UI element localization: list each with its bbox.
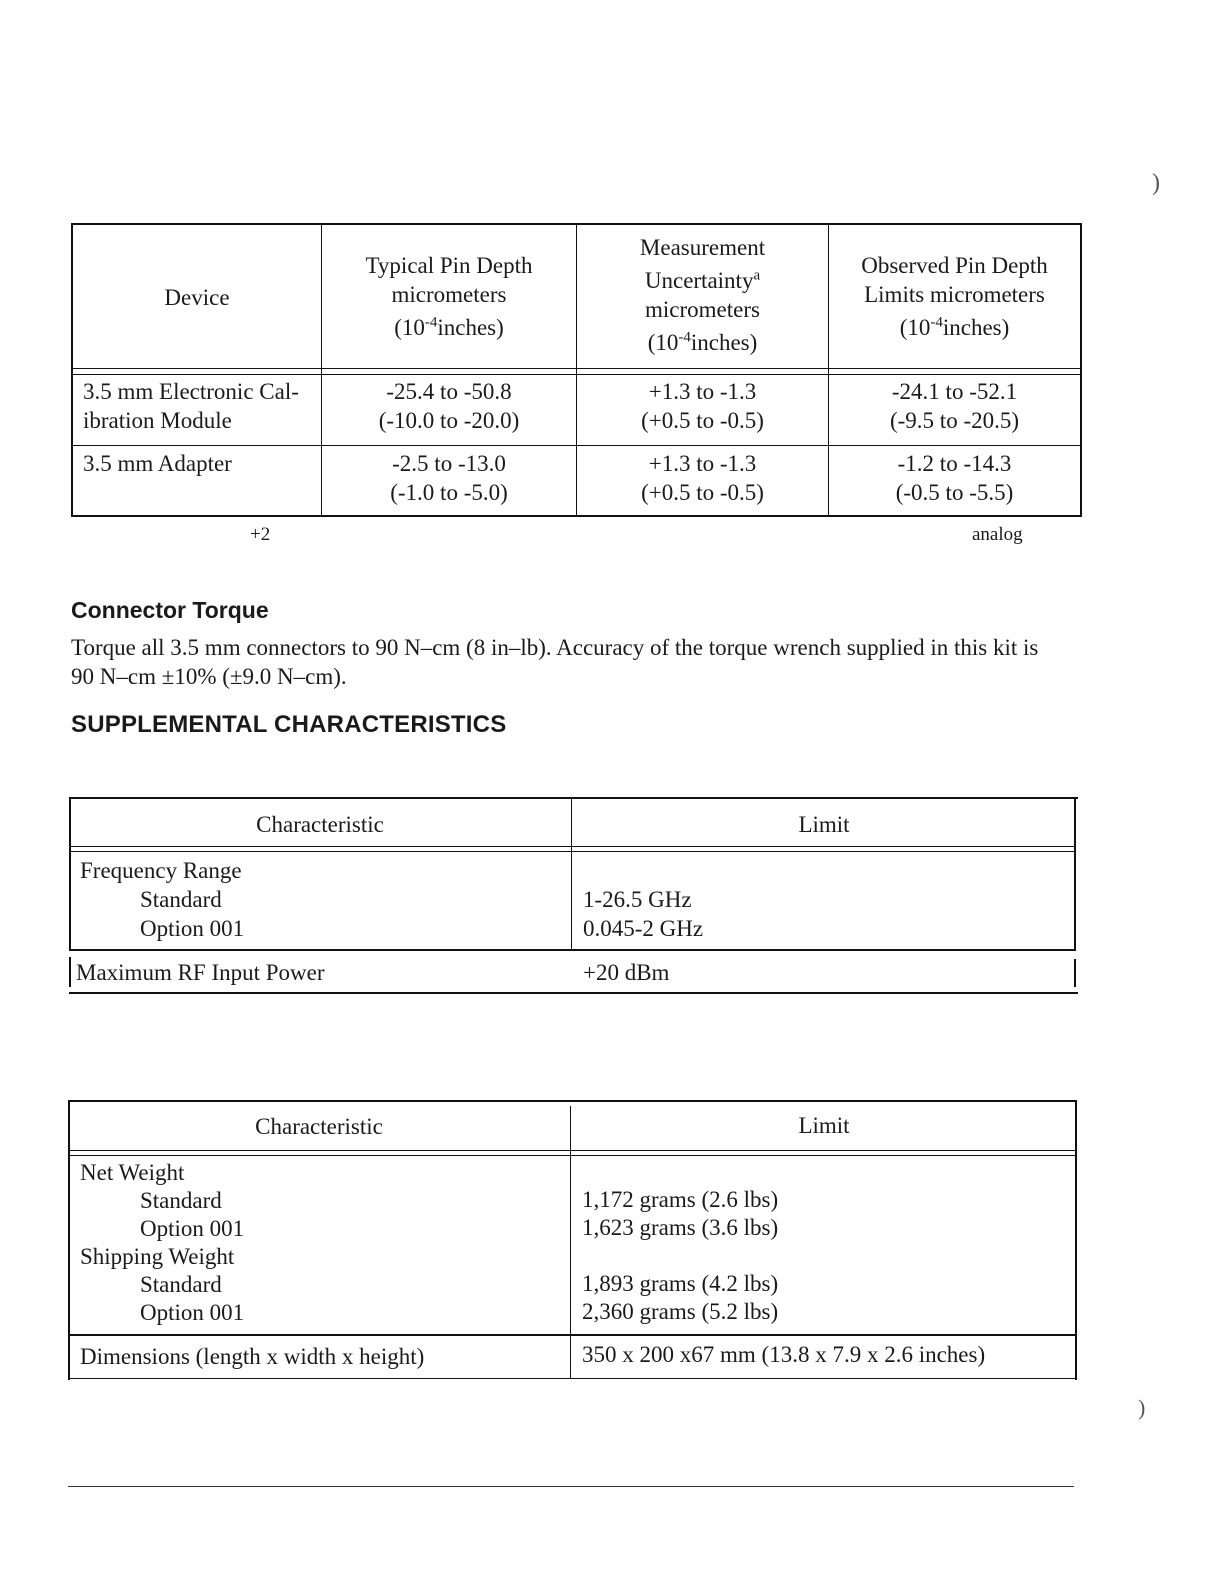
header-characteristic: Characteristic (256, 812, 384, 837)
connector-torque-text: Torque all 3.5 mm connectors to 90 N–cm (8 in–lb). Accuracy of the torque wrench supplied in this kit is 90 N–cm ±10% (±9.0 N–cm). (71, 635, 1039, 689)
pin-depth-table (71, 223, 1082, 517)
header-typical-pin-depth: Typical Pin Depth micrometers $(10^{-4}inches)$ (365, 253, 533, 340)
page-footer-rule (68, 1486, 1074, 1487)
table-row-characteristic: Frequency Range Standard Option 001 (80, 858, 245, 941)
margin-mark-top: ) (1152, 170, 1160, 196)
supplemental-heading: SUPPLEMENTAL CHARACTERISTICS (71, 711, 507, 738)
header-limit: Limit (798, 812, 850, 837)
connector-torque-heading: Connector Torque (71, 597, 269, 623)
header-observed-pin-depth: Observed Pin Depth Limits micrometers $(10^{-4}inches)$ (861, 253, 1048, 340)
margin-mark-bottom: ) (1138, 1395, 1146, 1420)
table-row-limit: 1-26.5 GHz 0.045-2 GHz (583, 887, 704, 941)
table-row-typical: -2.5 to -13.0 (-1.0 to -5.0) (390, 451, 508, 505)
table-row-observed: -1.2 to -14.3 (-0.5 to -5.5) (895, 451, 1014, 505)
table-row-device: 3.5 mm Electronic Cal- ibration Module (83, 379, 299, 433)
table-row-characteristic: Dimensions (length x width x height) (80, 1344, 425, 1369)
table-row-observed: -24.1 to -52.1 (-9.5 to -20.5) (889, 379, 1020, 433)
footnote-right: analog (972, 524, 1023, 545)
table-row-limit: +20 dBm (583, 960, 670, 985)
header-characteristic: Characteristic (255, 1114, 383, 1139)
table-row-uncertainty: +1.3 to -1.3 (+0.5 to -0.5) (641, 451, 764, 505)
table-row-device: 3.5 mm Adapter (83, 451, 232, 476)
header-limit: Limit (798, 1113, 850, 1138)
table-row-typical: -25.4 to -50.8 (-10.0 to -20.0) (378, 379, 520, 433)
frequency-table (69, 797, 1078, 994)
table-row-characteristic: Net Weight Standard Option 001 Shipping Weight Standard Option 001 (80, 1160, 245, 1325)
header-device: Device (164, 285, 230, 310)
header-measurement-uncertainty: Measurement Uncertainty$^a$ micrometers $(10^{-4}inches)$ (639, 235, 766, 355)
table-row-uncertainty: +1.3 to -1.3 (+0.5 to -0.5) (641, 379, 764, 433)
table-row-limit: 350 x 200 x67 mm (13.8 x 7.9 x 2.6 inches) (582, 1342, 986, 1367)
footnote-left: +2 (250, 524, 271, 545)
weight-table (68, 1100, 1078, 1380)
table-row-characteristic: Maximum RF Input Power (76, 960, 325, 985)
table-row-limit: 1,172 grams (2.6 lbs) 1,623 grams (3.6 lbs) 1,893 grams (4.2 lbs) 2,360 grams (5.2 lbs) (582, 1187, 779, 1324)
